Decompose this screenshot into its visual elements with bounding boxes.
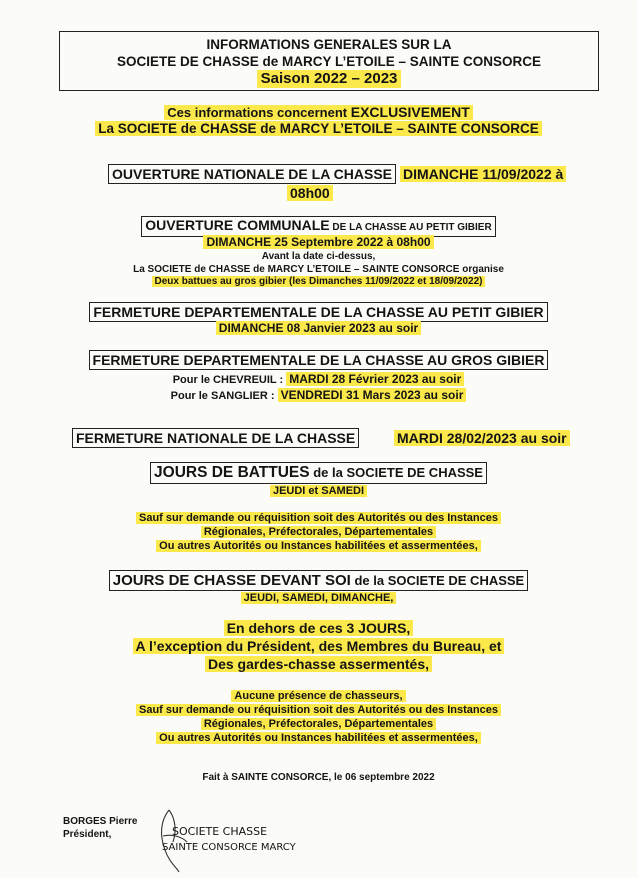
chasse-devant-soi-header (0, 570, 637, 591)
ouverture-communale-sub: DE LA CHASSE AU PETIT GIBIER (329, 222, 492, 233)
devant-cond-2: Régionales, Préfectorales, Départementales (201, 718, 436, 730)
intro-line-2 (0, 121, 637, 137)
battues-cond-1: Sauf sur demande ou réquisition soit des Autorités ou des Instances (136, 512, 501, 524)
exception-line-3-row (0, 656, 637, 672)
fermeture-gros-sanglier-row (0, 386, 637, 404)
ouverture-communale-header (0, 216, 637, 237)
battues-cond-2: Régionales, Préfectorales, Départementales (201, 526, 436, 538)
sanglier-prefix: Pour le SANGLIER : (170, 390, 278, 402)
battues-cond-3: Ou autres Autorités ou Instances habilitées et assermentées, (156, 540, 481, 552)
header-line-2: SOCIETE DE CHASSE de MARCY L’ETOILE – SAINTE CONSORCE (116, 54, 542, 69)
battues-header (0, 462, 637, 484)
devant-cond-1: Sauf sur demande ou réquisition soit des Autorités ou des Instances (136, 704, 501, 716)
devant-cond-3: Ou autres Autorités ou Instances habilitées et assermentées, (156, 732, 481, 744)
header-line-1: INFORMATIONS GENERALES SUR LA (206, 37, 452, 52)
chasse-devant-soi-box (109, 570, 528, 591)
presence-line-row (0, 690, 637, 703)
battues-days: JEUDI et SAMEDI (270, 485, 367, 497)
chevreuil-date: MARDI 28 Février 2023 au soir (286, 372, 464, 386)
season-title: Saison 2022 – 2023 (257, 70, 402, 88)
ouverture-communale-date: DIMANCHE 25 Septembre 2022 à 08h00 (203, 235, 433, 249)
battues-cond-2-row (0, 526, 637, 539)
battues-cond-3-row (0, 540, 637, 553)
ouverture-communale-label: OUVERTURE COMMUNALE (145, 217, 330, 233)
fermeture-gros-header (0, 350, 637, 370)
devant-cond-3-row (0, 732, 637, 745)
devant-cond-1-row (0, 704, 637, 717)
stamp-line-2: SAINTE CONSORCE MARCY (162, 842, 296, 853)
chasse-devant-soi-sub: de la SOCIETE DE CHASSE (350, 573, 525, 588)
chevreuil-prefix: Pour le CHEVREUIL : (172, 374, 287, 386)
ouverture-communale-box (141, 216, 495, 237)
battues-box (150, 462, 487, 484)
stamp-line-1: SOCIETE CHASSE (172, 825, 268, 838)
battues-days-row (0, 485, 637, 498)
place-date: Fait à SAINTE CONSORCE, le 06 septembre 2022 (202, 772, 435, 783)
battues-label: JOURS DE BATTUES (154, 464, 310, 481)
fermeture-petit-header (0, 302, 637, 322)
fermeture-petit-date: DIMANCHE 08 Janvier 2023 au soir (216, 321, 421, 335)
chasse-devant-soi-label: JOURS DE CHASSE DEVANT SOI (112, 572, 351, 589)
battues-cond-1-row (0, 512, 637, 525)
sanglier-date: VENDREDI 31 Mars 2023 au soir (278, 388, 467, 402)
exception-line-1: En dehors de ces 3 JOURS, (224, 620, 414, 636)
chasse-devant-soi-days: JEUDI, SAMEDI, DIMANCHE, (241, 592, 397, 604)
fermeture-nationale-label: FERMETURE NATIONALE DE LA CHASSE (72, 428, 359, 448)
ouverture-nationale-date-2: 08h00 (287, 185, 333, 201)
fermeture-gros-label: FERMETURE DEPARTEMENTALE DE LA CHASSE AU GROS GIBIER (89, 350, 549, 370)
fermeture-petit-date-row (0, 322, 637, 336)
signature-scribble (155, 806, 295, 876)
intro-text: Ces informations concernent (167, 105, 351, 120)
ouverture-communale-note-2: La SOCIETE de CHASSE de MARCY L’ETOILE – SAINTE CONSORCE organise (133, 264, 504, 275)
chasse-devant-soi-days-row (0, 592, 637, 605)
battues-sub: de la SOCIETE DE CHASSE (309, 465, 483, 480)
intro-line-1 (0, 104, 637, 121)
header-box (59, 31, 599, 91)
ouverture-communale-note-1: Avant la date ci-dessus, (261, 251, 376, 262)
exception-line-2-row (0, 638, 637, 654)
exception-line-2: A l’exception du Président, des Membres du Bureau, et (133, 638, 505, 654)
fermeture-petit-label: FERMETURE DEPARTEMENTALE DE LA CHASSE AU PETIT GIBIER (89, 302, 547, 322)
signer-name: BORGES Pierre (63, 816, 138, 827)
intro-society: La SOCIETE de CHASSE de MARCY L’ETOILE – SAINTE CONSORCE (95, 121, 542, 136)
presence-line: Aucune présence de chasseurs, (231, 690, 405, 702)
ouverture-communale-note-3-row (0, 276, 637, 288)
signer-role: Président, (63, 829, 112, 840)
ouverture-communale-note-3: Deux battues au gros gibier (les Dimanches 11/09/2022 et 18/09/2022) (152, 276, 486, 287)
intro-emphasis: EXCLUSIVEMENT (350, 104, 470, 120)
fermeture-nationale-date: MARDI 28/02/2023 au soir (394, 430, 570, 446)
ouverture-communale-date-row (0, 236, 637, 250)
exception-line-1-row (0, 620, 637, 636)
ouverture-nationale-label: OUVERTURE NATIONALE DE LA CHASSE (108, 164, 396, 184)
devant-cond-2-row (0, 718, 637, 731)
ouverture-nationale-date-1: DIMANCHE 11/09/2022 à (400, 166, 566, 182)
exception-line-3: Des gardes-chasse assermentés, (205, 656, 432, 672)
